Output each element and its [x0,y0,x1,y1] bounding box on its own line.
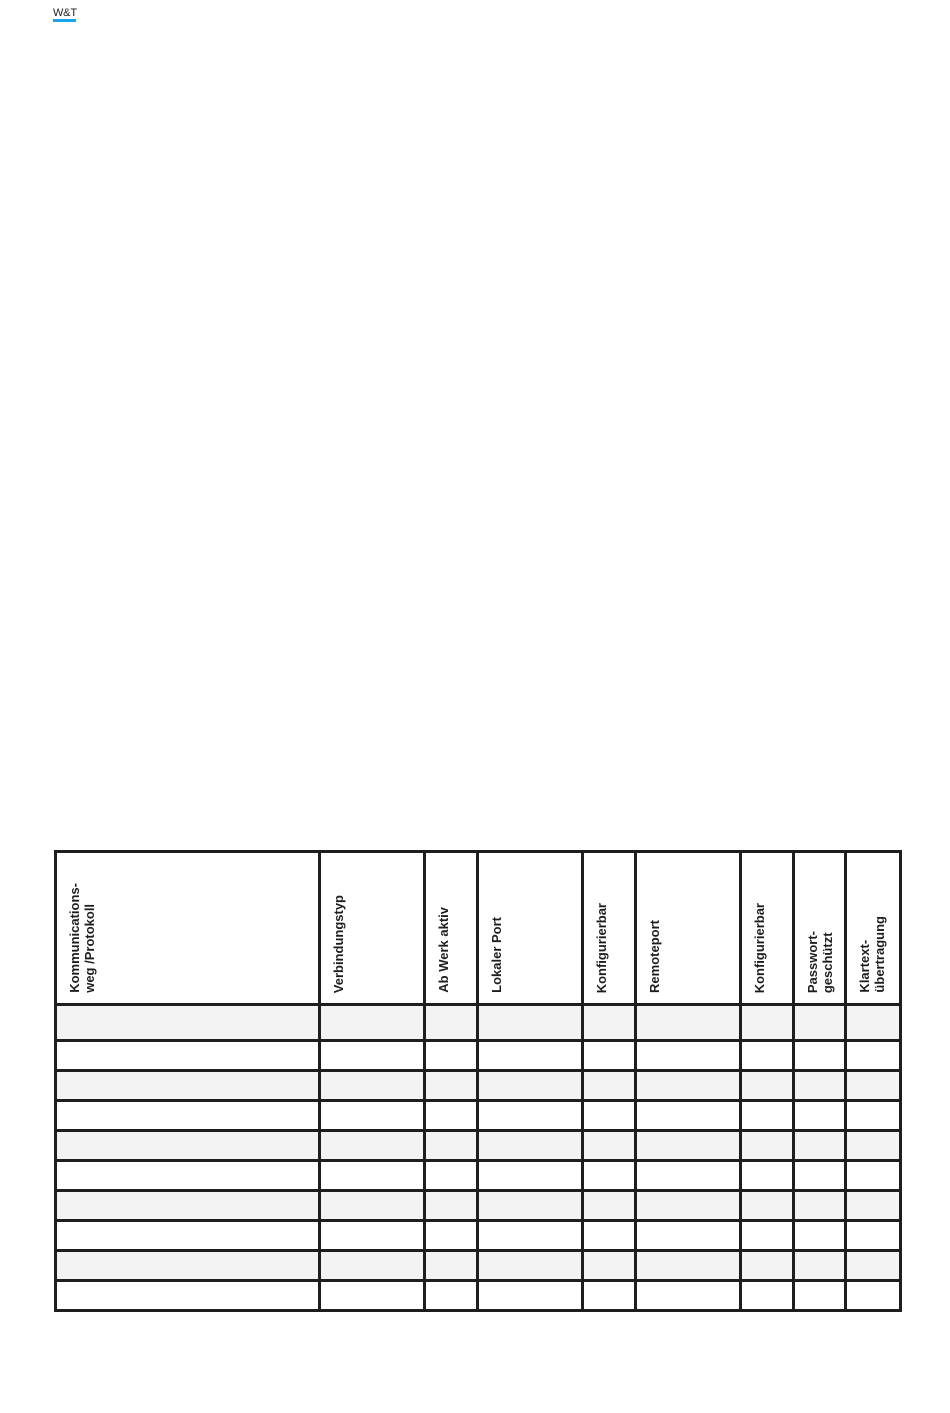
table-cell [583,1071,636,1101]
table-row [56,1161,901,1191]
header-cell-konfigurierbar-1 [583,852,636,1005]
table-cell [56,1251,320,1281]
table-cell [741,1005,794,1041]
table-row [56,1101,901,1131]
table-cell [636,1101,741,1131]
table-cell [320,1101,425,1131]
table-cell [425,1131,478,1161]
table-cell [794,1041,846,1071]
table-cell [425,1281,478,1311]
table-cell [794,1221,846,1251]
table-cell [794,1071,846,1101]
table-cell [56,1281,320,1311]
table-cell [636,1041,741,1071]
table-cell [320,1005,425,1041]
table-cell [478,1251,583,1281]
table-cell [583,1161,636,1191]
header-cell-klartextuebertragung [846,852,901,1005]
table-cell [741,1221,794,1251]
table-cell [320,1191,425,1221]
table-cell [425,1221,478,1251]
table-cell [583,1221,636,1251]
header-cell-passwortgeschuetzt [794,852,846,1005]
header-cell-ab-werk-aktiv [425,852,478,1005]
table-cell [636,1251,741,1281]
table-cell [478,1101,583,1131]
table-row [56,1221,901,1251]
table-cell [56,1161,320,1191]
header-cell-konfigurierbar-2 [741,852,794,1005]
table-cell [56,1191,320,1221]
header-label: Konfigurierbar [594,902,609,993]
table-cell [56,1221,320,1251]
table-body [56,1005,901,1311]
table-cell [478,1041,583,1071]
table-cell [478,1005,583,1041]
table-cell [741,1281,794,1311]
table-cell [320,1251,425,1281]
table-header-row [56,852,901,1005]
table-cell [636,1161,741,1191]
table-cell [846,1041,901,1071]
table-cell [583,1251,636,1281]
table-cell [425,1101,478,1131]
table-cell [583,1041,636,1071]
table-cell [846,1251,901,1281]
table-cell [320,1071,425,1101]
table-row [56,1131,901,1161]
table-cell [741,1071,794,1101]
logo-underline [53,19,76,22]
table-cell [636,1281,741,1311]
table-cell [56,1131,320,1161]
table-row [56,1251,901,1281]
header-label: Konfigurierbar [752,902,767,993]
wt-logo: W&T [53,7,77,19]
table-cell [741,1251,794,1281]
table-cell [794,1251,846,1281]
table-cell [478,1221,583,1251]
table-cell [846,1161,901,1191]
table-cell [425,1071,478,1101]
header-cell-remoteport [636,852,741,1005]
port-table [54,850,902,1312]
table-cell [741,1041,794,1071]
table-cell [741,1101,794,1131]
table-cell [425,1005,478,1041]
header-label: Verbindungstyp [331,894,346,993]
table-cell [56,1101,320,1131]
table-cell [425,1251,478,1281]
header-label: Ab Werk aktiv [436,907,451,993]
table-cell [583,1131,636,1161]
table-cell [583,1101,636,1131]
table-row [56,1005,901,1041]
table-cell [636,1071,741,1101]
table-cell [846,1191,901,1221]
table-cell [478,1131,583,1161]
header-cell-protokoll [56,852,320,1005]
table-cell [741,1191,794,1221]
table-cell [794,1281,846,1311]
table-cell [478,1191,583,1221]
table-cell [846,1221,901,1251]
table-cell [794,1005,846,1041]
header-label: Lokaler Port [489,917,504,993]
table-cell [478,1161,583,1191]
table-cell [320,1041,425,1071]
table-cell [425,1161,478,1191]
table-cell [846,1131,901,1161]
table-row [56,1071,901,1101]
header-label: Klartext- übertragung [857,916,887,993]
table-cell [794,1101,846,1131]
table-cell [846,1005,901,1041]
table-cell [846,1281,901,1311]
table-cell [846,1071,901,1101]
table-row [56,1041,901,1071]
table-cell [56,1071,320,1101]
header-label: Remoteport [647,920,662,993]
header-cell-lokaler-port [478,852,583,1005]
table-cell [56,1005,320,1041]
table-cell [425,1191,478,1221]
table-cell [794,1161,846,1191]
table-cell [320,1221,425,1251]
table-cell [741,1161,794,1191]
table-cell [320,1131,425,1161]
table-cell [56,1041,320,1071]
header-cell-verbindungstyp [320,852,425,1005]
table-cell [636,1191,741,1221]
header-label: Kommunications- weg /Protokoll [67,883,97,993]
table-cell [320,1161,425,1191]
table-cell [636,1005,741,1041]
table-cell [583,1191,636,1221]
table-cell [846,1101,901,1131]
table-cell [794,1131,846,1161]
table-cell [636,1221,741,1251]
table-row [56,1281,901,1311]
header-label: Passwort- geschützt [805,930,835,993]
table-cell [741,1131,794,1161]
table-cell [794,1191,846,1221]
table-cell [583,1005,636,1041]
table-cell [636,1131,741,1161]
table-cell [320,1281,425,1311]
table-cell [425,1041,478,1071]
table-cell [478,1071,583,1101]
table-cell [478,1281,583,1311]
table-row [56,1191,901,1221]
table-cell [583,1281,636,1311]
